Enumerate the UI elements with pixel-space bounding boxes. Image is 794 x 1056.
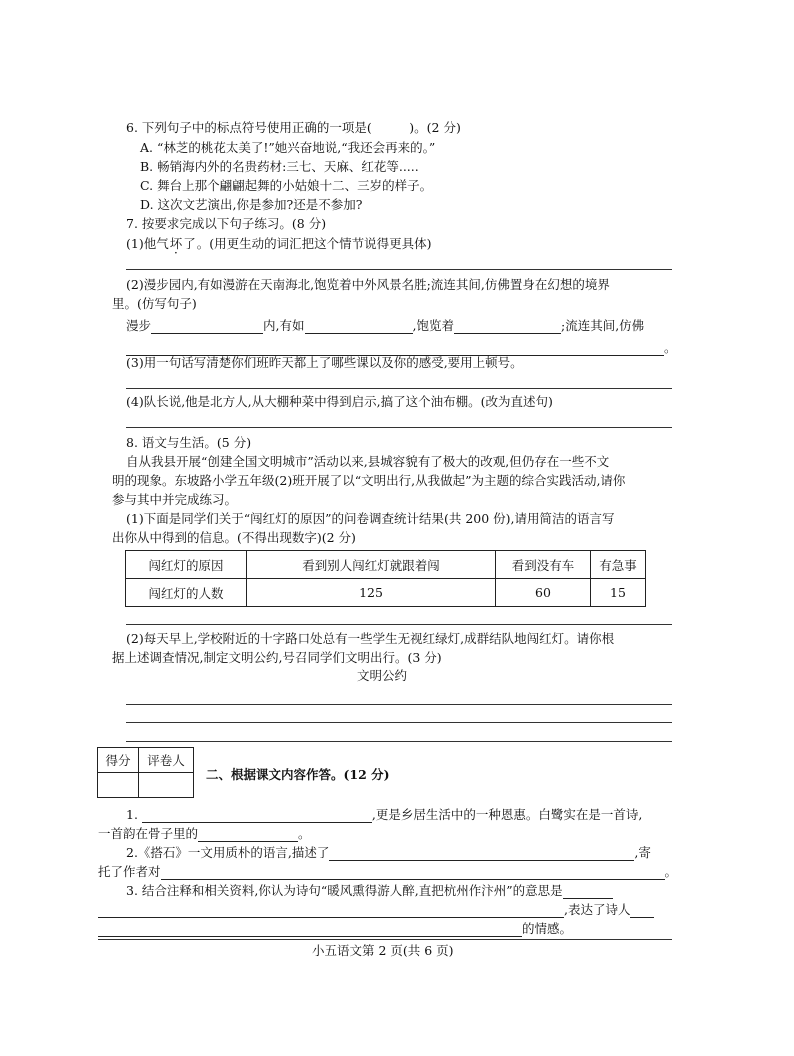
q7-part1-answer-line[interactable] bbox=[126, 269, 672, 270]
s2-q2-blank-1[interactable] bbox=[329, 848, 634, 861]
q6-option-b: B. 畅销海内外的名贵药材:三七、天麻、红花等..... bbox=[140, 159, 419, 174]
table-header-cell: 看到没有车 bbox=[496, 551, 591, 579]
fill-text-2: 内,有如 bbox=[263, 318, 305, 333]
fill-text-4: ;流连其间,仿佛 bbox=[560, 318, 645, 333]
s2-q1-line1 bbox=[126, 807, 642, 823]
s2-q1-text-b: 一首韵在骨子里的 bbox=[98, 826, 199, 841]
q7-part2-fill bbox=[126, 318, 644, 334]
s2-q3-blank-4[interactable] bbox=[98, 924, 522, 937]
s2-q1-line2 bbox=[98, 826, 311, 842]
score-input-cell[interactable] bbox=[98, 773, 139, 798]
fill-text-3: ,饱览着 bbox=[412, 318, 454, 333]
q7-part2-line2: 里。(仿写句子) bbox=[112, 296, 197, 311]
convention-line-2[interactable] bbox=[126, 722, 672, 723]
fill-blank-1[interactable] bbox=[151, 321, 263, 334]
q6-stem: 6. 下列句子中的标点符号使用正确的一项是( )。(2 分) bbox=[126, 120, 461, 135]
page-footer: 小五语文第 2 页(共 6 页) bbox=[312, 943, 454, 958]
s2-q3-line3 bbox=[98, 921, 572, 937]
q8-sub2-line2: 据上述调查情况,制定文明公约,号召同学们文明出行。(3 分) bbox=[112, 650, 442, 665]
q7-part3-answer-line[interactable] bbox=[126, 388, 672, 389]
table-header-row bbox=[126, 551, 646, 579]
s2-q2-text-c: 托了作者对 bbox=[98, 864, 161, 879]
q7-part4-answer-line[interactable] bbox=[126, 427, 672, 428]
q8-sub2-line1: (2)每天早上,学校附近的十字路口处总有一些学生无视红绿灯,成群结队地闯红灯。请你根 bbox=[126, 631, 615, 646]
s2-q3-line2 bbox=[98, 902, 654, 918]
s2-q1-text-a: ,更是乡居生活中的一种恩惠。白鹭实在是一首诗, bbox=[371, 807, 643, 822]
s2-q1-number: 1. bbox=[126, 807, 138, 822]
s2-q2-end: 。 bbox=[664, 864, 678, 879]
q6-option-d: D. 这次文艺演出,你是参加?还是不参加? bbox=[140, 197, 363, 212]
q8-sub1-line1: (1)下面是同学们关于“闯红灯的原因”的问卷调查统计结果(共 200 份),请用简洁的语言写 bbox=[126, 511, 615, 526]
q7-part1-prefix: (1)他 bbox=[126, 236, 157, 251]
s2-q3-blank-2[interactable] bbox=[98, 905, 564, 918]
s2-q1-blank-2[interactable] bbox=[198, 829, 298, 842]
score-box bbox=[97, 747, 194, 798]
table-header-cell: 看到别人闯红灯就跟着闯 bbox=[247, 551, 496, 579]
fill-blank-2[interactable] bbox=[305, 321, 413, 334]
q7-part2-line1: (2)漫步园内,有如漫游在天南海北,饱览着中外风景名胜;流连其间,仿佛置身在幻想的境界 bbox=[126, 277, 610, 292]
q8-sub1-line2: 出你从中得到的信息。(不得出现数字)(2 分) bbox=[112, 530, 356, 545]
grader-label: 评卷人 bbox=[139, 748, 194, 773]
q8-sub1-answer-line[interactable] bbox=[126, 624, 672, 625]
q8-intro-line3: 参与其中并完成练习。 bbox=[112, 492, 238, 507]
survey-table bbox=[125, 550, 646, 607]
fill-text-1: 漫步 bbox=[126, 318, 152, 333]
grader-input-cell[interactable] bbox=[139, 773, 194, 798]
q7-stem: 7. 按要求完成以下句子练习。(8 分) bbox=[126, 216, 327, 231]
s2-q3-blank-1[interactable] bbox=[563, 886, 613, 899]
convention-title: 文明公约 bbox=[357, 668, 408, 683]
convention-line-3[interactable] bbox=[126, 741, 672, 742]
table-cell: 125 bbox=[247, 579, 496, 607]
q7-part1 bbox=[126, 236, 432, 252]
q7-part4: (4)队长说,他是北方人,从大棚种菜中得到启示,搞了这个油布棚。(改为直述句) bbox=[126, 394, 553, 409]
s2-q3-text-a: 3. 结合注释和相关资料,你认为诗句“暖风熏得游人醉,直把杭州作汴州”的意思是 bbox=[126, 883, 563, 898]
table-cell: 60 bbox=[496, 579, 591, 607]
fill-blank-3[interactable] bbox=[454, 321, 561, 334]
q7-part1-emphasis: 气坏了 bbox=[156, 236, 197, 251]
s2-q1-blank-1[interactable] bbox=[142, 810, 372, 823]
table-cell: 15 bbox=[591, 579, 646, 607]
s2-q1-end: 。 bbox=[298, 826, 311, 841]
table-header-cell: 闯红灯的原因 bbox=[126, 551, 247, 579]
convention-line-1[interactable] bbox=[126, 704, 672, 705]
q8-intro-line1: 自从我县开展“创建全国文明城市”活动以来,县城容貌有了极大的改观,但仍存在一些不文 bbox=[126, 454, 610, 469]
q7-part2-fill-line2 bbox=[126, 340, 677, 356]
s2-q2-line2 bbox=[98, 864, 677, 880]
score-label: 得分 bbox=[98, 748, 139, 773]
s2-q3-line1 bbox=[126, 883, 613, 899]
s2-q2-line1 bbox=[126, 845, 651, 861]
s2-q3-text-c: 的情感。 bbox=[522, 921, 573, 936]
table-cell: 闯红灯的人数 bbox=[126, 579, 247, 607]
table-row bbox=[126, 579, 646, 607]
fill-text-5: 。 bbox=[664, 340, 677, 355]
s2-q2-text-b: ,寄 bbox=[634, 845, 651, 860]
q8-stem: 8. 语文与生活。(5 分) bbox=[126, 435, 252, 450]
s2-q3-blank-3[interactable] bbox=[630, 905, 654, 918]
q7-part3: (3)用一句话写清楚你们班昨天都上了哪些课以及你的感受,要用上顿号。 bbox=[126, 355, 523, 370]
q7-part1-instruction: 。(用更生动的词汇把这个情节说得更具体) bbox=[196, 236, 432, 251]
section2-title: 二、根据课文内容作答。(12 分) bbox=[206, 767, 390, 782]
q6-option-a: A. “林芝的桃花太美了!”她兴奋地说,“我还会再来的。” bbox=[140, 140, 436, 155]
q8-intro-line2: 明的现象。东坡路小学五年级(2)班开展了以“文明出行,从我做起”为主题的综合实践活动,请你 bbox=[112, 473, 626, 488]
table-header-cell: 有急事 bbox=[591, 551, 646, 579]
s2-q3-text-b: ,表达了诗人 bbox=[564, 902, 631, 917]
footer-divider bbox=[98, 939, 672, 940]
q6-option-c: C. 舞台上那个翩翩起舞的小姑娘十二、三岁的样子。 bbox=[140, 178, 433, 193]
s2-q2-text-a: 2.《搭石》一文用质朴的语言,描述了 bbox=[126, 845, 330, 860]
s2-q2-blank-2[interactable] bbox=[161, 867, 665, 880]
